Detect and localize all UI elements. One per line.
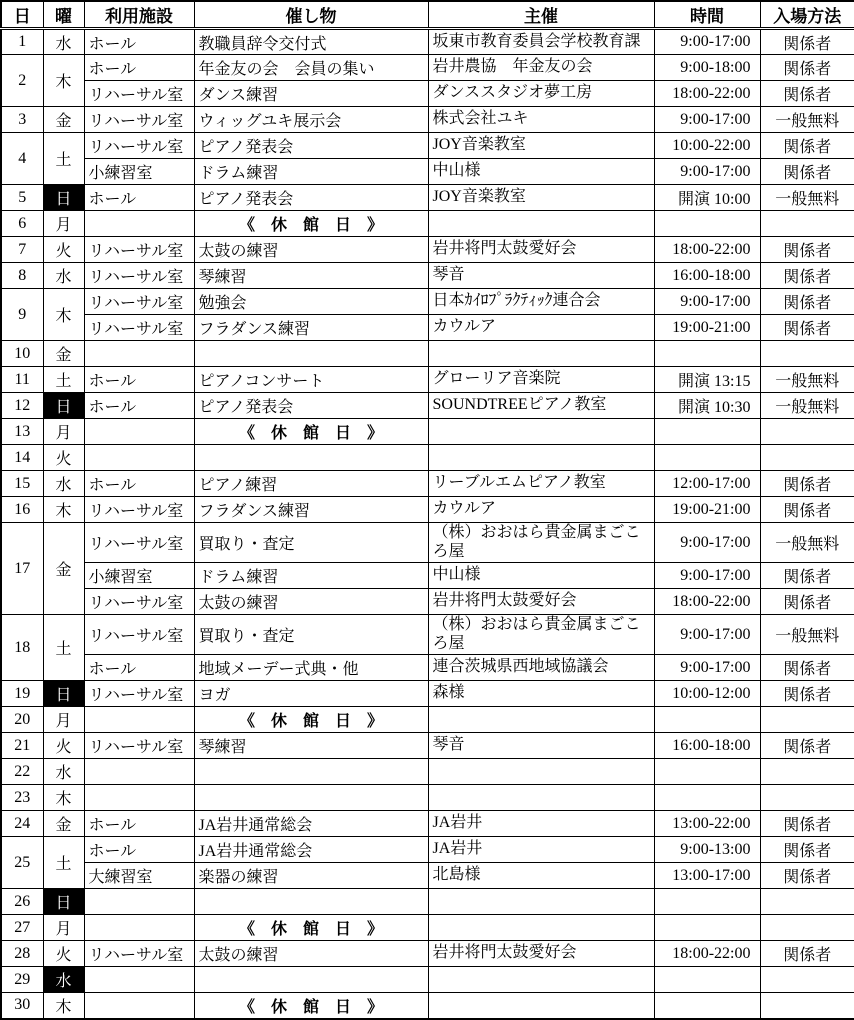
cell-facility: リハーサル室: [84, 941, 194, 967]
cell-time: 開演 10:00: [654, 185, 760, 211]
table-row: [1, 393, 854, 419]
table-row: [1, 81, 854, 107]
cell-event: ピアノ発表会: [194, 393, 428, 419]
column-header-4: 主催: [428, 1, 654, 29]
cell-day: 15: [1, 471, 43, 497]
cell-event: 太鼓の練習: [194, 941, 428, 967]
cell-weekday: 水: [43, 967, 84, 993]
cell-event: ヨガ: [194, 681, 428, 707]
cell-admission: 関係者: [760, 681, 854, 707]
cell-organizer: 琴音: [428, 733, 654, 759]
cell-event: ピアノ練習: [194, 471, 428, 497]
cell-day: 8: [1, 263, 43, 289]
cell-admission: 関係者: [760, 497, 854, 523]
cell-time: [654, 759, 760, 785]
cell-admission: 一般無料: [760, 107, 854, 133]
cell-time: 16:00-18:00: [654, 263, 760, 289]
cell-organizer: 琴音: [428, 263, 654, 289]
table-row: [1, 185, 854, 211]
cell-facility: [84, 419, 194, 445]
table-row: [1, 615, 854, 655]
cell-admission: 関係者: [760, 81, 854, 107]
cell-time: 18:00-22:00: [654, 941, 760, 967]
cell-admission: 関係者: [760, 29, 854, 55]
cell-day: 18: [1, 615, 43, 681]
cell-admission: 関係者: [760, 55, 854, 81]
cell-facility: ホール: [84, 393, 194, 419]
cell-time: [654, 915, 760, 941]
cell-facility: ホール: [84, 655, 194, 681]
cell-facility: ホール: [84, 185, 194, 211]
cell-event: JA岩井通常総会: [194, 837, 428, 863]
cell-day: 10: [1, 341, 43, 367]
cell-day: 7: [1, 237, 43, 263]
cell-admission: [760, 759, 854, 785]
cell-organizer: JA岩井: [428, 811, 654, 837]
table-row: [1, 367, 854, 393]
cell-admission: 関係者: [760, 589, 854, 615]
cell-event: [194, 785, 428, 811]
cell-day: 5: [1, 185, 43, 211]
table-header: [1, 1, 854, 29]
cell-time: 開演 13:15: [654, 367, 760, 393]
cell-day: 22: [1, 759, 43, 785]
cell-admission: 関係者: [760, 315, 854, 341]
cell-time: 9:00-17:00: [654, 29, 760, 55]
cell-time: 18:00-22:00: [654, 589, 760, 615]
cell-weekday: 土: [43, 367, 84, 393]
cell-organizer: 岩井将門太鼓愛好会: [428, 589, 654, 615]
cell-weekday: 木: [43, 993, 84, 1019]
cell-weekday: 木: [43, 55, 84, 107]
cell-facility: リハーサル室: [84, 497, 194, 523]
cell-admission: 関係者: [760, 863, 854, 889]
cell-admission: 一般無料: [760, 523, 854, 563]
cell-time: [654, 445, 760, 471]
cell-time: 12:00-17:00: [654, 471, 760, 497]
cell-organizer: （株）おおはら貴金属まごころ屋: [428, 523, 654, 563]
cell-time: [654, 967, 760, 993]
cell-organizer: ダンススタジオ夢工房: [428, 81, 654, 107]
cell-facility: ホール: [84, 55, 194, 81]
cell-admission: [760, 993, 854, 1019]
cell-admission: [760, 445, 854, 471]
cell-admission: [760, 341, 854, 367]
cell-day: 25: [1, 837, 43, 889]
cell-day: 4: [1, 133, 43, 185]
cell-facility: リハーサル室: [84, 589, 194, 615]
cell-organizer: SOUNDTREEピアノ教室: [428, 393, 654, 419]
column-header-2: 利用施設: [84, 1, 194, 29]
table-row: [1, 967, 854, 993]
cell-facility: ホール: [84, 367, 194, 393]
cell-weekday: 火: [43, 733, 84, 759]
cell-event: 《 休 館 日 》: [194, 419, 428, 445]
cell-weekday: 土: [43, 615, 84, 681]
cell-day: 27: [1, 915, 43, 941]
cell-event: [194, 759, 428, 785]
cell-organizer: 中山様: [428, 159, 654, 185]
cell-day: 28: [1, 941, 43, 967]
cell-facility: [84, 707, 194, 733]
table-row: [1, 785, 854, 811]
cell-organizer: [428, 967, 654, 993]
table-row: [1, 707, 854, 733]
cell-event: 《 休 館 日 》: [194, 211, 428, 237]
cell-time: 9:00-17:00: [654, 615, 760, 655]
cell-organizer: JOY音楽教室: [428, 133, 654, 159]
cell-admission: 一般無料: [760, 615, 854, 655]
table-row: [1, 915, 854, 941]
cell-event: 太鼓の練習: [194, 589, 428, 615]
cell-weekday: 火: [43, 941, 84, 967]
cell-weekday: 金: [43, 107, 84, 133]
cell-weekday: 水: [43, 263, 84, 289]
table-row: [1, 237, 854, 263]
cell-weekday: 日: [43, 889, 84, 915]
cell-organizer: カウルア: [428, 497, 654, 523]
cell-time: 9:00-17:00: [654, 107, 760, 133]
cell-time: 16:00-18:00: [654, 733, 760, 759]
header-row: [1, 1, 854, 29]
cell-facility: ホール: [84, 837, 194, 863]
cell-event: ピアノコンサート: [194, 367, 428, 393]
cell-event: 《 休 館 日 》: [194, 915, 428, 941]
cell-time: 9:00-17:00: [654, 563, 760, 589]
cell-time: 9:00-13:00: [654, 837, 760, 863]
cell-facility: リハーサル室: [84, 81, 194, 107]
cell-day: 26: [1, 889, 43, 915]
table-row: [1, 681, 854, 707]
cell-day: 2: [1, 55, 43, 107]
cell-admission: 関係者: [760, 133, 854, 159]
cell-weekday: 金: [43, 341, 84, 367]
table-body: [1, 29, 854, 1019]
cell-admission: 一般無料: [760, 367, 854, 393]
cell-facility: リハーサル室: [84, 523, 194, 563]
cell-weekday: 日: [43, 393, 84, 419]
cell-admission: 一般無料: [760, 185, 854, 211]
cell-day: 23: [1, 785, 43, 811]
cell-event: 年金友の会 会員の集い: [194, 55, 428, 81]
cell-admission: [760, 915, 854, 941]
table-row: [1, 497, 854, 523]
cell-event: ピアノ発表会: [194, 133, 428, 159]
cell-organizer: 中山様: [428, 563, 654, 589]
column-header-1: 曜: [43, 1, 84, 29]
cell-event: 琴練習: [194, 733, 428, 759]
cell-admission: [760, 419, 854, 445]
cell-event: 勉強会: [194, 289, 428, 315]
cell-organizer: 北島様: [428, 863, 654, 889]
cell-day: 30: [1, 993, 43, 1019]
cell-organizer: 連合茨城県西地域協議会: [428, 655, 654, 681]
cell-admission: 関係者: [760, 811, 854, 837]
cell-time: 18:00-22:00: [654, 237, 760, 263]
cell-admission: [760, 785, 854, 811]
column-header-0: 日: [1, 1, 43, 29]
cell-facility: リハーサル室: [84, 681, 194, 707]
cell-time: 13:00-17:00: [654, 863, 760, 889]
table-row: [1, 523, 854, 563]
cell-weekday: 月: [43, 915, 84, 941]
cell-organizer: [428, 707, 654, 733]
cell-event: 《 休 館 日 》: [194, 993, 428, 1019]
cell-time: 9:00-17:00: [654, 289, 760, 315]
table-row: [1, 315, 854, 341]
cell-weekday: 月: [43, 707, 84, 733]
cell-facility: [84, 889, 194, 915]
cell-organizer: [428, 915, 654, 941]
cell-admission: 関係者: [760, 733, 854, 759]
table-row: [1, 29, 854, 55]
cell-admission: 関係者: [760, 159, 854, 185]
cell-time: [654, 707, 760, 733]
cell-organizer: 岩井将門太鼓愛好会: [428, 237, 654, 263]
cell-facility: リハーサル室: [84, 263, 194, 289]
cell-event: 買取り・査定: [194, 615, 428, 655]
cell-facility: ホール: [84, 811, 194, 837]
cell-day: 24: [1, 811, 43, 837]
cell-admission: 関係者: [760, 263, 854, 289]
cell-organizer: [428, 445, 654, 471]
table-row: [1, 419, 854, 445]
cell-day: 19: [1, 681, 43, 707]
cell-weekday: 火: [43, 237, 84, 263]
cell-event: 地域メーデー式典・他: [194, 655, 428, 681]
cell-event: ピアノ発表会: [194, 185, 428, 211]
cell-day: 21: [1, 733, 43, 759]
cell-facility: [84, 785, 194, 811]
cell-event: フラダンス練習: [194, 315, 428, 341]
cell-admission: 関係者: [760, 289, 854, 315]
cell-facility: [84, 445, 194, 471]
cell-event: JA岩井通常総会: [194, 811, 428, 837]
cell-organizer: 日本ｶｲﾛﾌﾟﾗｸﾃｨｯｸ連合会: [428, 289, 654, 315]
cell-time: [654, 419, 760, 445]
cell-facility: [84, 967, 194, 993]
cell-organizer: JA岩井: [428, 837, 654, 863]
table-row: [1, 993, 854, 1019]
cell-event: [194, 889, 428, 915]
cell-day: 29: [1, 967, 43, 993]
table-row: [1, 133, 854, 159]
cell-facility: リハーサル室: [84, 615, 194, 655]
cell-facility: リハーサル室: [84, 107, 194, 133]
cell-weekday: 日: [43, 681, 84, 707]
cell-event: 買取り・査定: [194, 523, 428, 563]
cell-admission: 一般無料: [760, 393, 854, 419]
table-row: [1, 445, 854, 471]
cell-facility: リハーサル室: [84, 133, 194, 159]
cell-event: ドラム練習: [194, 563, 428, 589]
cell-time: 19:00-21:00: [654, 497, 760, 523]
cell-facility: ホール: [84, 29, 194, 55]
table-row: [1, 655, 854, 681]
cell-facility: リハーサル室: [84, 733, 194, 759]
cell-day: 1: [1, 29, 43, 55]
table-row: [1, 563, 854, 589]
cell-facility: 小練習室: [84, 159, 194, 185]
cell-organizer: 岩井農協 年金友の会: [428, 55, 654, 81]
cell-organizer: 森様: [428, 681, 654, 707]
table-row: [1, 811, 854, 837]
cell-admission: 関係者: [760, 837, 854, 863]
cell-weekday: 土: [43, 133, 84, 185]
cell-event: [194, 341, 428, 367]
cell-facility: 大練習室: [84, 863, 194, 889]
cell-time: 18:00-22:00: [654, 81, 760, 107]
cell-organizer: [428, 889, 654, 915]
cell-weekday: 土: [43, 837, 84, 889]
cell-time: 10:00-22:00: [654, 133, 760, 159]
cell-time: 13:00-22:00: [654, 811, 760, 837]
cell-organizer: [428, 211, 654, 237]
cell-event: 《 休 館 日 》: [194, 707, 428, 733]
cell-organizer: JOY音楽教室: [428, 185, 654, 211]
table-row: [1, 733, 854, 759]
cell-organizer: 坂東市教育委員会学校教育課: [428, 29, 654, 55]
cell-weekday: 木: [43, 289, 84, 341]
cell-time: 19:00-21:00: [654, 315, 760, 341]
cell-facility: リハーサル室: [84, 237, 194, 263]
cell-organizer: 株式会社ユキ: [428, 107, 654, 133]
cell-facility: 小練習室: [84, 563, 194, 589]
cell-facility: [84, 211, 194, 237]
cell-organizer: [428, 759, 654, 785]
table-row: [1, 107, 854, 133]
cell-day: 13: [1, 419, 43, 445]
cell-day: 6: [1, 211, 43, 237]
cell-time: 開演 10:30: [654, 393, 760, 419]
table-row: [1, 289, 854, 315]
cell-time: [654, 993, 760, 1019]
cell-admission: 関係者: [760, 655, 854, 681]
cell-admission: [760, 707, 854, 733]
cell-admission: 関係者: [760, 941, 854, 967]
cell-organizer: [428, 785, 654, 811]
column-header-6: 入場方法: [760, 1, 854, 29]
cell-weekday: 月: [43, 211, 84, 237]
cell-organizer: 岩井将門太鼓愛好会: [428, 941, 654, 967]
table-row: [1, 55, 854, 81]
cell-organizer: カウルア: [428, 315, 654, 341]
table-row: [1, 471, 854, 497]
table-row: [1, 837, 854, 863]
table-row: [1, 211, 854, 237]
cell-weekday: 水: [43, 471, 84, 497]
cell-day: 11: [1, 367, 43, 393]
cell-time: [654, 889, 760, 915]
cell-weekday: 月: [43, 419, 84, 445]
column-header-3: 催し物: [194, 1, 428, 29]
table-row: [1, 941, 854, 967]
cell-event: ウィッグユキ展示会: [194, 107, 428, 133]
table-row: [1, 759, 854, 785]
table-row: [1, 263, 854, 289]
cell-time: 10:00-12:00: [654, 681, 760, 707]
cell-organizer: リーブルエムピアノ教室: [428, 471, 654, 497]
cell-day: 17: [1, 523, 43, 615]
cell-facility: [84, 341, 194, 367]
cell-day: 20: [1, 707, 43, 733]
table-row: [1, 341, 854, 367]
table-row: [1, 589, 854, 615]
cell-admission: 関係者: [760, 237, 854, 263]
cell-day: 9: [1, 289, 43, 341]
cell-day: 14: [1, 445, 43, 471]
cell-facility: ホール: [84, 471, 194, 497]
cell-facility: リハーサル室: [84, 315, 194, 341]
table-row: [1, 159, 854, 185]
cell-organizer: グローリア音楽院: [428, 367, 654, 393]
cell-time: 9:00-17:00: [654, 523, 760, 563]
cell-admission: 関係者: [760, 471, 854, 497]
cell-time: 9:00-17:00: [654, 159, 760, 185]
cell-event: 琴練習: [194, 263, 428, 289]
cell-event: ドラム練習: [194, 159, 428, 185]
cell-weekday: 水: [43, 29, 84, 55]
cell-day: 16: [1, 497, 43, 523]
cell-facility: リハーサル室: [84, 289, 194, 315]
cell-event: [194, 967, 428, 993]
cell-facility: [84, 915, 194, 941]
cell-weekday: 火: [43, 445, 84, 471]
cell-admission: [760, 211, 854, 237]
cell-event: フラダンス練習: [194, 497, 428, 523]
cell-event: [194, 445, 428, 471]
cell-day: 3: [1, 107, 43, 133]
cell-event: ダンス練習: [194, 81, 428, 107]
cell-day: 12: [1, 393, 43, 419]
cell-time: [654, 341, 760, 367]
table-row: [1, 889, 854, 915]
cell-weekday: 水: [43, 759, 84, 785]
cell-event: 太鼓の練習: [194, 237, 428, 263]
cell-admission: 関係者: [760, 563, 854, 589]
cell-organizer: [428, 419, 654, 445]
cell-time: [654, 211, 760, 237]
cell-time: 9:00-17:00: [654, 655, 760, 681]
cell-organizer: [428, 341, 654, 367]
cell-admission: [760, 967, 854, 993]
cell-weekday: 日: [43, 185, 84, 211]
cell-weekday: 木: [43, 497, 84, 523]
column-header-5: 時間: [654, 1, 760, 29]
cell-facility: [84, 759, 194, 785]
cell-weekday: 金: [43, 811, 84, 837]
cell-facility: [84, 993, 194, 1019]
cell-weekday: 金: [43, 523, 84, 615]
cell-time: [654, 785, 760, 811]
cell-organizer: （株）おおはら貴金属まごころ屋: [428, 615, 654, 655]
table-row: [1, 863, 854, 889]
cell-time: 9:00-18:00: [654, 55, 760, 81]
cell-organizer: [428, 993, 654, 1019]
cell-event: 楽器の練習: [194, 863, 428, 889]
cell-event: 教職員辞令交付式: [194, 29, 428, 55]
cell-admission: [760, 889, 854, 915]
cell-weekday: 木: [43, 785, 84, 811]
